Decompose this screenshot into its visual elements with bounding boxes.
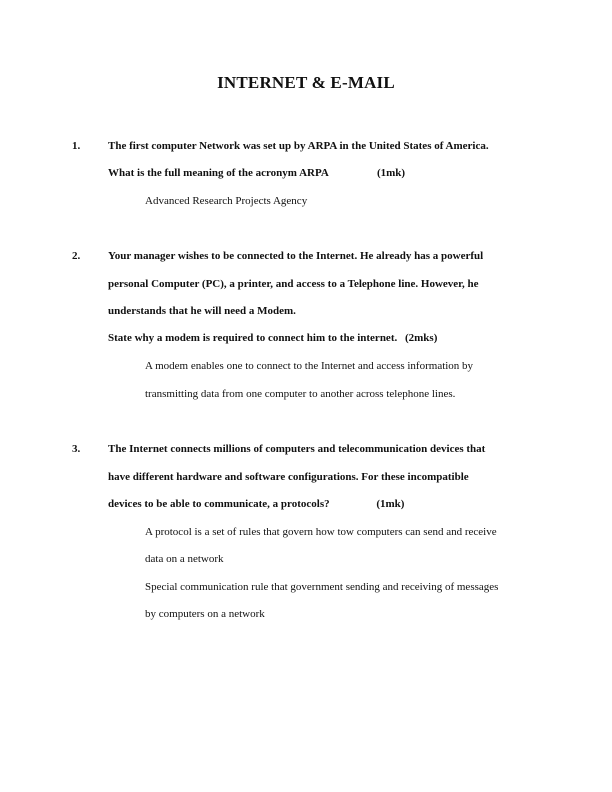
question-text-line (108, 167, 405, 179)
question-marks: (1mk) (376, 498, 405, 510)
question-text-line: understands that he will need a Modem. (108, 305, 296, 317)
question-marks: (1mk) (376, 167, 406, 179)
question-text-line: The first computer Network was set up by ARPA in the United States of America. (108, 140, 489, 152)
question-marks: (2mks) (404, 332, 438, 344)
question-text-line: The Internet connects millions of computers and telecommunication devices that (108, 443, 486, 455)
answer-line: A modem enables one to connect to the Internet and access information by (145, 360, 474, 372)
answer-line: Special communication rule that government sending and receiving of messages (145, 581, 499, 593)
answer-line: transmitting data from one computer to another across telephone lines. (145, 388, 456, 400)
question-text-line (108, 498, 404, 510)
question-text-line: have different hardware and software configurations. For these incompatible (108, 471, 469, 483)
question-number: 2. (72, 250, 81, 262)
question-text: State why a modem is required to connect him to the internet. (108, 332, 398, 344)
question-number: 1. (72, 140, 81, 152)
answer-line: Advanced Research Projects Agency (145, 195, 308, 207)
question-text: What is the full meaning of the acronym ARPA (108, 167, 329, 179)
answer-line: A protocol is a set of rules that govern how tow computers can send and receive (145, 526, 497, 538)
question-text-line (108, 332, 437, 344)
question-number: 3. (72, 443, 81, 455)
page-title: INTERNET & E-MAIL (217, 73, 395, 92)
question-text-line: Your manager wishes to be connected to the Internet. He already has a powerful (108, 250, 484, 262)
answer-line: by computers on a network (145, 608, 265, 620)
answer-line: data on a network (145, 553, 224, 565)
question-text: devices to be able to communicate, a protocols? (108, 498, 330, 510)
question-text-line: personal Computer (PC), a printer, and access to a Telephone line. However, he (108, 278, 479, 290)
